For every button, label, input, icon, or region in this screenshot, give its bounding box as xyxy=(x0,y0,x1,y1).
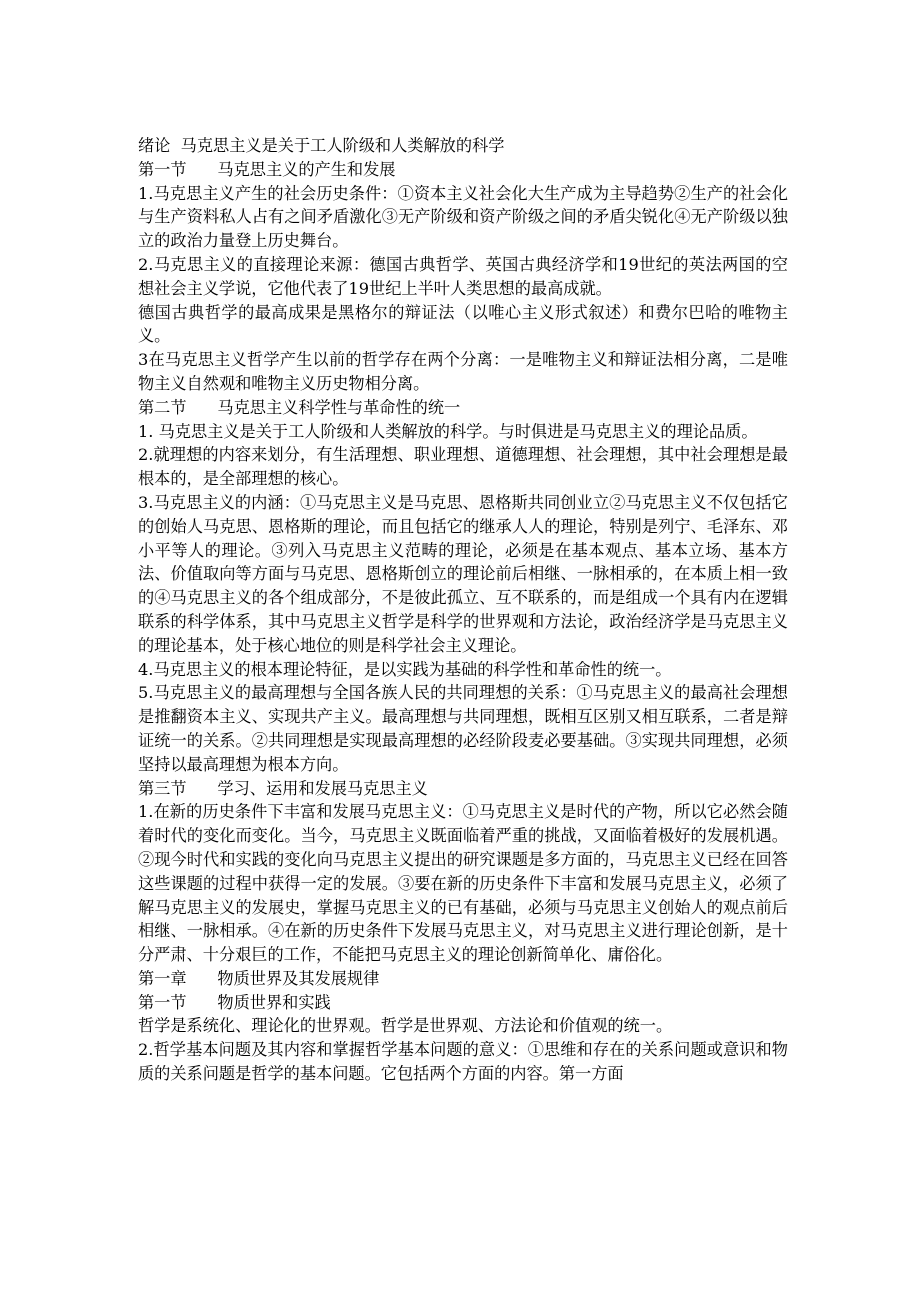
paragraph: 3在马克思主义哲学产生以前的哲学存在两个分离：一是唯物主义和辩证法相分离，二是唯物主义自然观和唯物主义历史物相分离。 xyxy=(138,350,788,393)
section-heading: 第二节 马克思主义科学性与革命性的统一 xyxy=(138,397,461,417)
paragraph: 1. 马克思主义是关于工人阶级和人类解放的科学。与时俱进是马克思主义的理论品质。 xyxy=(138,421,758,441)
paragraph: 2.就理想的内容来划分，有生活理想、职业理想、道德理想、社会理想，其中社会理想是最根本的，是全部理想的核心。 xyxy=(138,445,788,489)
paragraph: 2.马克思主义的直接理论来源：德国古典哲学、英国古典经济学和19世纪的英法两国的空想社会主义学说，它他代表了19世纪上半叶人类思想的最高成就。 xyxy=(138,254,788,298)
paragraph: 哲学是系统化、理论化的世界观。哲学是世界观、方法论和价值观的统一。 xyxy=(138,1016,673,1036)
document-page xyxy=(138,134,788,1086)
paragraph: 1.马克思主义产生的社会历史条件：①资本主义社会化大生产成为主导趋势②生产的社会化与生产资料私人占有之间矛盾激化③无产阶级和资产阶级之间的矛盾尖锐化④无产阶级以独立的政治力量登上历史舞台。 xyxy=(138,183,788,251)
section-heading: 第一节 马克思主义的产生和发展 xyxy=(138,159,396,179)
paragraph: 德国古典哲学的最高成果是黑格尔的辩证法（以唯心主义形式叙述）和费尔巴哈的唯物主义。 xyxy=(138,302,788,346)
paragraph: 4.马克思主义的根本理论特征，是以实践为基础的科学性和革命性的统一。 xyxy=(138,659,672,679)
section-heading: 第三节 学习、运用和发展马克思主义 xyxy=(138,778,428,798)
paragraph: 2.哲学基本问题及其内容和掌握哲学基本问题的意义：①思维和存在的关系问题或意识和物质的关系问题是哲学的基本问题。它包括两个方面的内容。第一方面 xyxy=(138,1040,788,1084)
intro-title: 绪论 马克思主义是关于工人阶级和人类解放的科学 xyxy=(138,136,505,155)
chapter-heading: 第一章 物质世界及其发展规律 xyxy=(138,968,380,988)
paragraph: 1.在新的历史条件下丰富和发展马克思主义：①马克思主义是时代的产物，所以它必然会随着时代的变化而变化。当今，马克思主义既面临着严重的挑战，又面临着极好的发展机遇。②现今时代和实践的变化向马克思主义提出的研究课题是多方面的，马克思主义已经在回答这些课题的过程中获得一定的发展。③要在新的历史条件下丰富和发展马克思主义，必须了解马克思主义的发展史，掌握马克思主义的已有基础，必须与马克思主义创始人的观点前后相继、一脉相承。④在新的历史条件下发展马克思主义，对马克思主义进行理论创新，是十分严肃、十分艰巨的工作，不能把马克思主义的理论创新简单化、庸俗化。 xyxy=(138,802,788,965)
paragraph: 3.马克思主义的内涵：①马克思主义是马克思、恩格斯共同创业立②马克思主义不仅包括它的创始人马克思、恩格斯的理论，而且包括它的继承人人的理论，特别是列宁、毛泽东、邓小平等人的理论。③列入马克思主义范畴的理论，必须是在基本观点、基本立场、基本方法、价值取向等方面与马克思、恩格斯创立的理论前后相继、一脉相承的，在本质上相一致的④马克思主义的各个组成部分，不是彼此孤立、互不联系的，而是组成一个具有内在逻辑联系的科学体系，其中马克思主义哲学是科学的世界观和方法论，政治经济学是马克思主义的理论基本，处于核心地位的则是科学社会主义理论。 xyxy=(138,492,788,655)
paragraph: 5.马克思主义的最高理想与全国各族人民的共同理想的关系：①马克思主义的最高社会理想是推翻资本主义、实现共产主义。最高理想与共同理想，既相互区别又相互联系，二者是辩证统一的关系。②共同理想是实现最高理想的必经阶段麦必要基础。③实现共同理想，必须坚持以最高理想为根本方向。 xyxy=(138,683,788,774)
section-heading: 第一节 物质世界和实践 xyxy=(138,992,331,1012)
